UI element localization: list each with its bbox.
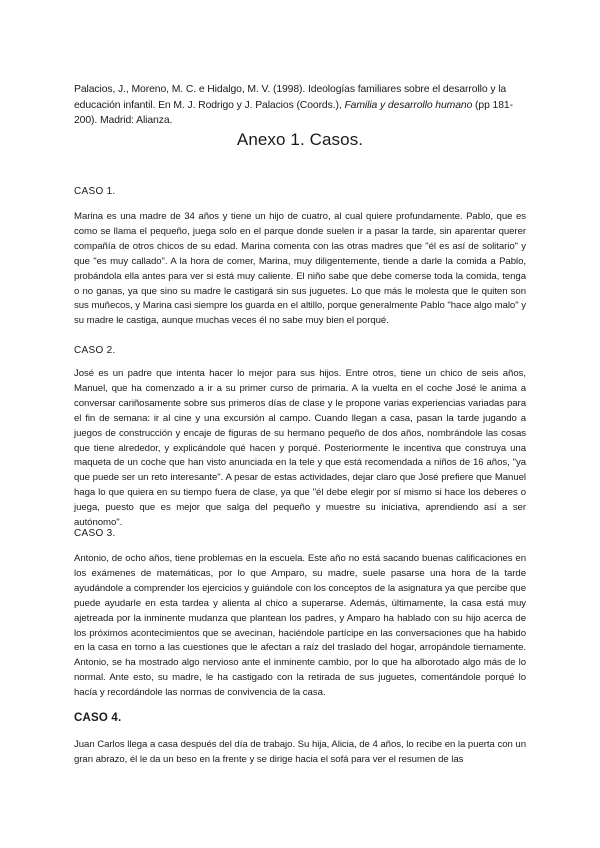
- page-title: Anexo 1. Casos.: [236, 130, 364, 149]
- case-4-label: CASO 4.: [74, 712, 122, 724]
- case-4-text: Juan Carlos llega a casa después del día de trabajo. Su hija, Alicia, de 4 años, lo recibe en la puerta con un gran abrazo, él le da un beso en la frente y se dirige hacia el sofá para ver el resumen de las: [74, 739, 526, 765]
- case-1-label: CASO 1.: [74, 186, 116, 197]
- case-2-label: CASO 2.: [74, 345, 116, 356]
- citation: [74, 82, 534, 129]
- citation-text: Palacios, J., Moreno, M. C. e Hidalgo, M. V. (1998). Ideologías familiares sobre el desarrollo y la educación infantil. En M. J. Rodrigo y J. Palacios (Coords.),: [74, 84, 507, 111]
- citation-book-title: Familia y desarrollo humano: [344, 99, 473, 111]
- case-3-text: Antonio, de ocho años, tiene problemas en la escuela. Este año no está sacando buenas calificaciones en los exámenes de matemáticas, por lo que Amparo, su madre, suele pasarse una hora de la tarde ayudándole a comprender los ejercicios y guiándole con los conceptos de la asignatura ya que percibe que puede ayudarle en esta tardea y alienta al chico a superarse. Además, últimamente, la casa está muy ajetreada por la inminente mudanza que plantean los padres, y Amparo ha hablado con su hijo acerca de los próximos acontecimientos que se avecinan, haciéndole partícipe en las conversaciones que ha habido en la casa en torno a las cuestiones que le afectan a raíz del traslado del hogar, arropándole tiernamente. Antonio, se ha mostrado algo nervioso ante el inminente cambio, por lo que ha alborotado algo más de lo normal. Ante esto, su madre, le ha castigado con la retirada de sus juguetes, comentándole porqué lo hacía y recordándole las normas de convivencia de la casa.: [74, 553, 526, 699]
- citation-publisher: (pp 181-200). Madrid: Alianza.: [74, 99, 513, 127]
- case-1-text: Marina es una madre de 34 años y tiene un hijo de cuatro, al cual quiere profundamente. Pablo, que es como se llama el pequeño, juega solo en el parque donde suelen ir a pasar la tarde, sin aparentar querer compañía de otros chicos de su edad. Marina comenta con las otras madres que "él es así de solitario" y que "es muy callado". A la hora de comer, Marina, muy diligentemente, tiende a darle la comida a Pablo, probándola ella antes para ver si está muy caliente. El niño sabe que debe comerse toda la comida, tenga o no ganas, ya que sino su madre le castigará sin sus juguetes. Lo que más le molesta que le quiten son sus muñecos, y Marina casi siempre los guarda en el altillo, porque generalmente Pablo "hace algo malo" y su madre le castiga, aunque muchas veces él no sabe muy bien el porqué.: [74, 211, 526, 327]
- case-2-text: José es un padre que intenta hacer lo mejor para sus hijos. Entre otros, tiene un chico de seis años, Manuel, que ha comenzado a ir a su primer curso de primaria. A la vuelta en el coche José le anima a conversar cariñosamente sobre sus primeros días de clase y le propone varias experiencias variadas para el fin de semana: ir al cine y una excursión al campo. Cuando llegan a casa, pasan la tarde jugando a juegos de construcción y encaje de figuras de su hermano pequeño de dos años, nombrándole las cosas que tiene alrededor, y explicándole qué hacen y porqué. Posteriormente le incentiva que construya una maqueta de un coche que han visto anunciada en la tele y que está recomendada a niños de 16 años, "ya que puede ser un reto interesante". A pesar de estas actividades, dejar claro que José prefiere que Manuel haga lo que quiera en su tiempo fuera de clase, ya que "él debe elegir por sí mismo si hace los deberes o juega, puesto que es mejor que salga del pequeño y muestre su iniciativa, aprendiendo así a ser autónomo".: [74, 368, 526, 529]
- case-3-label: CASO 3.: [74, 528, 116, 539]
